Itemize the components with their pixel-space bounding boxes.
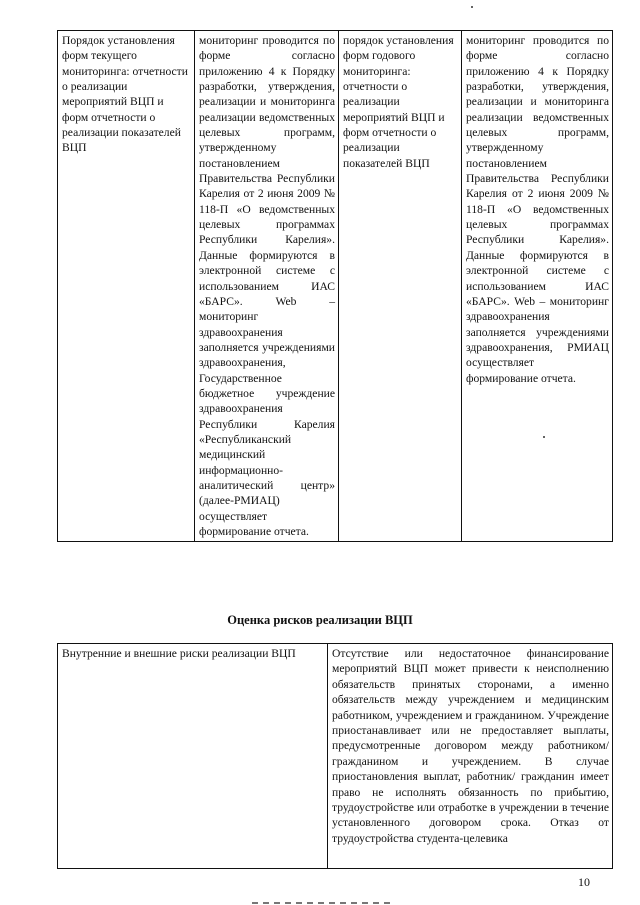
risks-description: Отсутствие или недостаточное финансирование мероприятий ВЦП может привести к неисполнению обязательств принятых сторонами, а именно обязательств между учреждением и медицинским работником, учреждением и гражданином. Учреждение приостанавливает или не предоставляет выплаты, предусмотренные договором между работником/гражданином и учреждением. В случае приостановления выплат, работник/ гражданин имеет право не исполнять обязанность по прибытию, трудоустройстве или отработке в учреждении в течение установленного договором срока. Отказ от трудоустройства студента-целевика	[332, 647, 609, 845]
risks-label-cell	[58, 644, 328, 869]
table-row	[58, 644, 613, 869]
table-row	[58, 31, 613, 542]
annual-monitoring-label-cell: порядок установления форм годового мониторинга: отчетности о реализации мероприятий ВЦП и форм отчетности о реализации показателей ВЦП	[339, 31, 462, 542]
scan-speck	[543, 436, 545, 438]
page-number: 10	[578, 875, 590, 889]
current-monitoring-label-cell: Порядок установления форм текущего мониторинга: отчетности о реализации мероприятий ВЦП и форм отчетности о реализации показателей ВЦП	[58, 31, 195, 542]
monitoring-forms-table	[57, 30, 613, 542]
risks-label: Внутренние и внешние риски реализации ВЦП	[62, 647, 296, 660]
annual-monitoring-description-cell: мониторинг проводится по форме согласно приложению 4 к Порядку разработки, утверждения, реализации и мониторинга реализации ведомственных целевых программ, утвержденному постановлением Правительства Республики Карелия от 2 июня 2009 № 118-П «О ведомственных целевых программах Республики Карелия». Данные формируются в электронной системе с использованием ИАС «БАРС». Web – мониторинг здравоохранения заполняется учреждениями здравоохранения, РМИАЦ осуществляет формирование отчета.	[462, 31, 613, 542]
section-heading: Оценка рисков реализации ВЦП	[227, 613, 413, 627]
scan-edge-mark	[252, 902, 392, 904]
risks-table	[57, 643, 613, 869]
risks-description-cell	[328, 644, 613, 869]
current-monitoring-description-cell: мониторинг проводится по форме согласно приложению 4 к Порядку разработки, утверждения, реализации и мониторинга реализации ведомственных целевых программ, утвержденному постановлением Правительства Республики Карелия от 2 июня 2009 № 118-П «О ведомственных целевых программах Республики Карелия». Данные формируются в электронной системе с использованием ИАС «БАРС». Web – мониторинг здравоохранения заполняется учреждениями здравоохранения, Государственное бюджетное учреждение здравоохранения Республики Карелия «Республиканский медицинский информационно-аналитический центр» (далее-РМИАЦ) осуществляет формирование отчета.	[195, 31, 339, 542]
scan-speck	[471, 6, 473, 8]
